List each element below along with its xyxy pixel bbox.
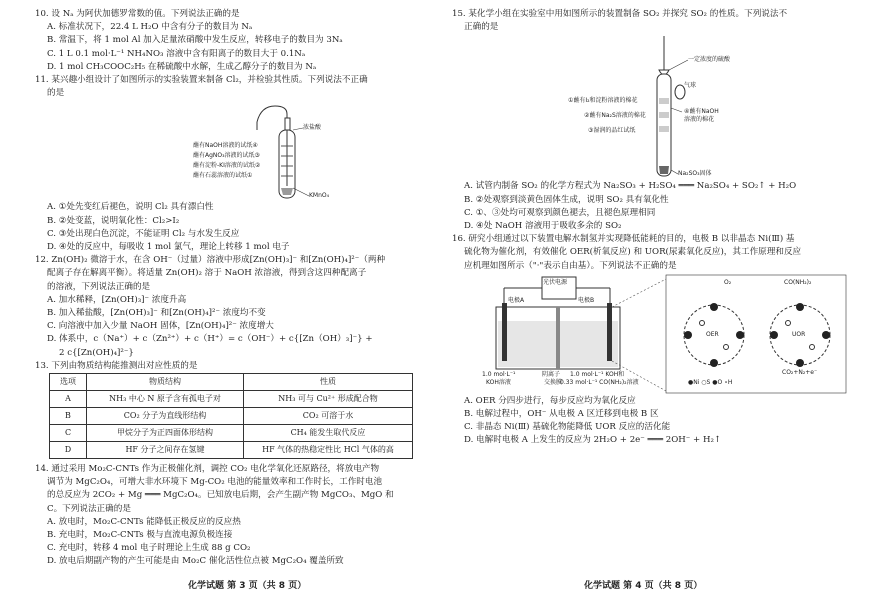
electrode-b-label: 电极B: [578, 296, 595, 304]
question-13: [35, 360, 433, 459]
litmus-paper-label: 蘸有石蕊溶液的试纸①: [193, 172, 253, 180]
q12-option-b: B. 加入稀盐酸，[Zn(OH)₃]⁻ 和[Zn(OH)₄]²⁻ 浓度均不变: [47, 308, 266, 319]
q11-apparatus-figure: [35, 100, 433, 201]
q14-option-a: A. 放电时，Mo₂C-CNTs 能降低正极反应的反应热: [47, 516, 241, 527]
table-row: [50, 442, 413, 459]
q12-option-d-cont: 2 c{[Zn(OH)₄]²⁻}: [59, 347, 134, 358]
hcl-label: 浓盐酸: [303, 124, 322, 132]
q16-option-c: C. 非晶态 Ni(Ⅲ) 基硫化物能降低 UOR 反应的活化能: [464, 422, 671, 433]
q15-option-d: D. ④处 NaOH 溶液用于吸收多余的 SO₂: [464, 221, 622, 232]
q15-stem: 15. 某化学小组在实验室中用如图所示的装置制备 SO₂ 并探究 SO₂ 的性质。下列说法不: [452, 9, 788, 19]
question-12: [35, 254, 433, 360]
q12-stem-cont2: 的溶液，下列说法正确的是: [47, 281, 151, 292]
q14-stem-cont2: 的总反应为 2CO₂ + Mg ═══ MgC₂O₄。已知放电后期，会产生副产物 MgCO₃、MgO 和: [47, 490, 394, 501]
q10-option-d: D. 1 mol CH₃COOC₂H₅ 在稀硫酸中水解，生成乙醇分子的数目为 Nₐ: [47, 61, 317, 72]
table-cell: CO₂ 可溶于水: [244, 408, 413, 425]
question-10: [35, 8, 433, 74]
acid-label: 一定浓度的硫酸: [688, 56, 731, 64]
q15-apparatus-figure: [452, 34, 847, 180]
q11-option-b: B. ②处变蓝，说明氧化性：Cl₂>I₂: [47, 215, 180, 226]
table-row: [50, 408, 413, 425]
naoh-paper-label: 蘸有NaOH溶液的试纸④: [193, 142, 258, 150]
table-header: 性质: [244, 374, 413, 391]
q11-stem: 11. 某兴趣小组设计了如图所示的实验装置来制备 Cl₂，并检验其性质。下列说法不正确: [35, 75, 368, 86]
right-page: [452, 8, 847, 448]
uor-label: UOR: [792, 330, 806, 338]
table-cell: HF 气体的热稳定性比 HCl 气体的高: [244, 442, 413, 459]
oer-label: OER: [706, 330, 719, 338]
q10-option-a: A. 标准状况下，22.4 L H₂O 中含有分子的数目为 Nₐ: [47, 22, 253, 33]
q11-option-a: A. ①处先变红后褪色，说明 Cl₂ 具有漂白性: [47, 202, 214, 213]
koh-conc-label: 1.0 mol·L⁻¹: [482, 370, 516, 378]
q15-option-c: C. ①、③处均可观察到颜色褪去，且褪色原理相同: [464, 207, 656, 218]
mixed-solution-label: 1.0 mol·L⁻¹ KOH和: [570, 370, 625, 378]
table-row: [50, 391, 413, 408]
q12-option-c: C. 向溶液中加入少量 NaOH 固体，[Zn(OH)₄]²⁻ 浓度增大: [47, 321, 274, 332]
membrane-label: 阴离子: [542, 370, 561, 378]
urea-label: CO(NH₂)₂: [784, 278, 812, 286]
q16-option-a: A. OER 分四步进行，每步反应均为氧化反应: [464, 395, 636, 406]
ki-paper-label: 蘸有淀粉-KI溶液的试纸②: [193, 162, 261, 170]
q15-option-b: B. ②处观察到淡黄色固体生成，说明 SO₂ 具有氧化性: [464, 194, 669, 205]
naoh-cotton-label-cont: 溶液的棉花: [684, 116, 715, 124]
table-row: [50, 425, 413, 442]
q10-option-c: C. 1 L 0.1 mol·L⁻¹ NH₄NO₃ 溶液中含有阳离子的数目大于 0.1Nₐ: [47, 48, 306, 59]
q14-option-b: B. 充电时，Mo₂C-CNTs 极与直流电源负极连接: [47, 530, 233, 541]
page-footer-right: 化学试题 第 4 页（共 8 页）: [584, 581, 703, 591]
question-14: [35, 463, 433, 569]
q16-electrolysis-figure: [452, 273, 847, 395]
q14-option-c: C. 充电时，转移 4 mol 电子时理论上生成 88 g CO₂: [47, 543, 251, 554]
na2so3-label: Na₂SO₃固体: [678, 170, 712, 178]
electrode-a-label: 电极A: [508, 296, 525, 304]
q12-stem-cont: 配离子存在解离平衡）。将适量 Zn(OH)₂ 溶于 NaOH 浓溶液，得到含这四种配离子: [47, 268, 367, 279]
q11-option-c: C. ③处出现白色沉淀，不能证明 Cl₂ 与水发生反应: [47, 228, 240, 239]
q11-stem-cont: 的是: [47, 88, 65, 99]
pinkred-paper-label: ③湿润的品红试纸: [588, 127, 636, 135]
q16-stem: 16. 研究小组通过以下装置电解水制氢并实现降低能耗的目的，电极 B 以非晶态 Ni(Ⅲ) 基: [452, 234, 795, 245]
q11-option-d: D. ④处的反应中，每吸收 1 mol 氯气，理论上转移 1 mol 电子: [47, 242, 290, 253]
atom-legend: ●Ni ○S ●O ∘H: [688, 378, 733, 386]
q15-stem-cont: 正确的是: [464, 22, 499, 33]
koh-solution-label: KOH溶液: [486, 378, 511, 386]
q14-stem-cont: 调节为 MgC₂O₄，可增大非水环境下 Mg-CO₂ 电池的能量效率和工作时长，工作时电池: [47, 477, 383, 488]
q13-stem: 13. 下列由物质结构能推测出对应性质的是: [35, 360, 198, 371]
membrane-label-cont: 交换膜: [544, 378, 563, 386]
q12-option-d: D. 体系中，c（Na⁺）+ c（Zn²⁺）+ c（H⁺）= c（OH⁻）+ c{[Zn（OH）₃]⁻} +: [47, 334, 373, 345]
q14-option-d: D. 放电后期副产物的产生可能是由 Mo₂C 催化活性位点被 MgC₂O₄ 覆盖所致: [47, 556, 344, 567]
table-cell: A: [50, 391, 87, 408]
question-15: [452, 8, 847, 233]
q15-option-a: A. 试管内制备 SO₂ 的化学方程式为 Na₂SO₃ + H₂SO₄ ═══ Na₂SO₄ + SO₂↑ + H₂O: [464, 181, 797, 192]
left-page: [35, 8, 433, 569]
q13-table: [49, 373, 413, 459]
table-cell: NH₃ 可与 Cu²⁺ 形成配合物: [244, 391, 413, 408]
q16-option-d: D. 电解时电极 A 上发生的反应为 2H₂O + 2e⁻ ═══ 2OH⁻ + H₂↑: [464, 435, 722, 446]
balloon-label: 气球: [684, 82, 697, 90]
table-cell: CO₂ 分子为直线形结构: [87, 408, 244, 425]
mixed-solution-label-cont: 0.33 mol·L⁻¹ CO(NH₂)₂溶液: [560, 378, 639, 386]
q16-stem-cont2: 应机理如图所示（"·"表示自由基）。下列说法不正确的是: [464, 260, 677, 271]
agno3-paper-label: 蘸有AgNO₃溶液的试纸③: [193, 152, 260, 160]
table-cell: NH₃ 中心 N 原子含有孤电子对: [87, 391, 244, 408]
cl2-apparatus-drawing: [35, 100, 433, 201]
table-cell: D: [50, 442, 87, 459]
q16-option-b: B. 电解过程中，OH⁻ 从电极 A 区迁移到电极 B 区: [464, 409, 659, 420]
o2-label: O₂: [724, 278, 732, 286]
so2-apparatus-drawing: [452, 34, 847, 180]
naoh-cotton-label: ④蘸有NaOH: [684, 108, 719, 116]
page-footer-left: 化学试题 第 3 页（共 8 页）: [188, 581, 307, 591]
table-cell: 甲烷分子为正四面体形结构: [87, 425, 244, 442]
power-supply-label: 光伏电源: [543, 278, 568, 286]
table-cell: HF 分子之间存在氢键: [87, 442, 244, 459]
uor-products-label: CO₂+N₂+e⁻: [782, 368, 818, 376]
question-11: [35, 74, 433, 254]
q10-stem: 10. 设 Nₐ 为阿伏加德罗常数的值。下列说法正确的是: [35, 9, 240, 19]
na2s-cotton-label: ②蘸有Na₂S溶液的棉花: [584, 112, 646, 120]
table-cell: CH₄ 能发生取代反应: [244, 425, 413, 442]
question-16: [452, 233, 847, 447]
q12-stem: 12. Zn(OH)₂ 微溶于水，在含 OH⁻（过量）溶液中形成[Zn(OH)₃]⁻ 和[Zn(OH)₄]²⁻（两种: [35, 255, 386, 266]
table-header: 选项: [50, 374, 87, 391]
q12-option-a: A. 加水稀释，[Zn(OH)₃]⁻ 浓度升高: [47, 294, 187, 305]
table-cell: B: [50, 408, 87, 425]
q14-stem: 14. 通过采用 Mo₂C-CNTs 作为正极催化剂，调控 CO₂ 电化学氧化还原路径，将放电产物: [35, 464, 380, 475]
table-cell: C: [50, 425, 87, 442]
i2-cotton-label: ①蘸有I₂和淀粉溶液的棉花: [568, 97, 638, 105]
table-header: 物质结构: [87, 374, 244, 391]
q16-stem-cont: 硫化物为催化剂，有效催化 OER(析氧反应) 和 UOR(尿素氧化反应)，其工作原理和反应: [464, 247, 802, 258]
q14-stem-cont3: C。下列说法正确的是: [47, 503, 131, 514]
kmno4-label: KMnO₄: [309, 192, 330, 200]
q10-option-b: B. 常温下，将 1 mol Al 加入足量浓硝酸中发生反应，转移电子的数目为 3Nₐ: [47, 35, 343, 46]
